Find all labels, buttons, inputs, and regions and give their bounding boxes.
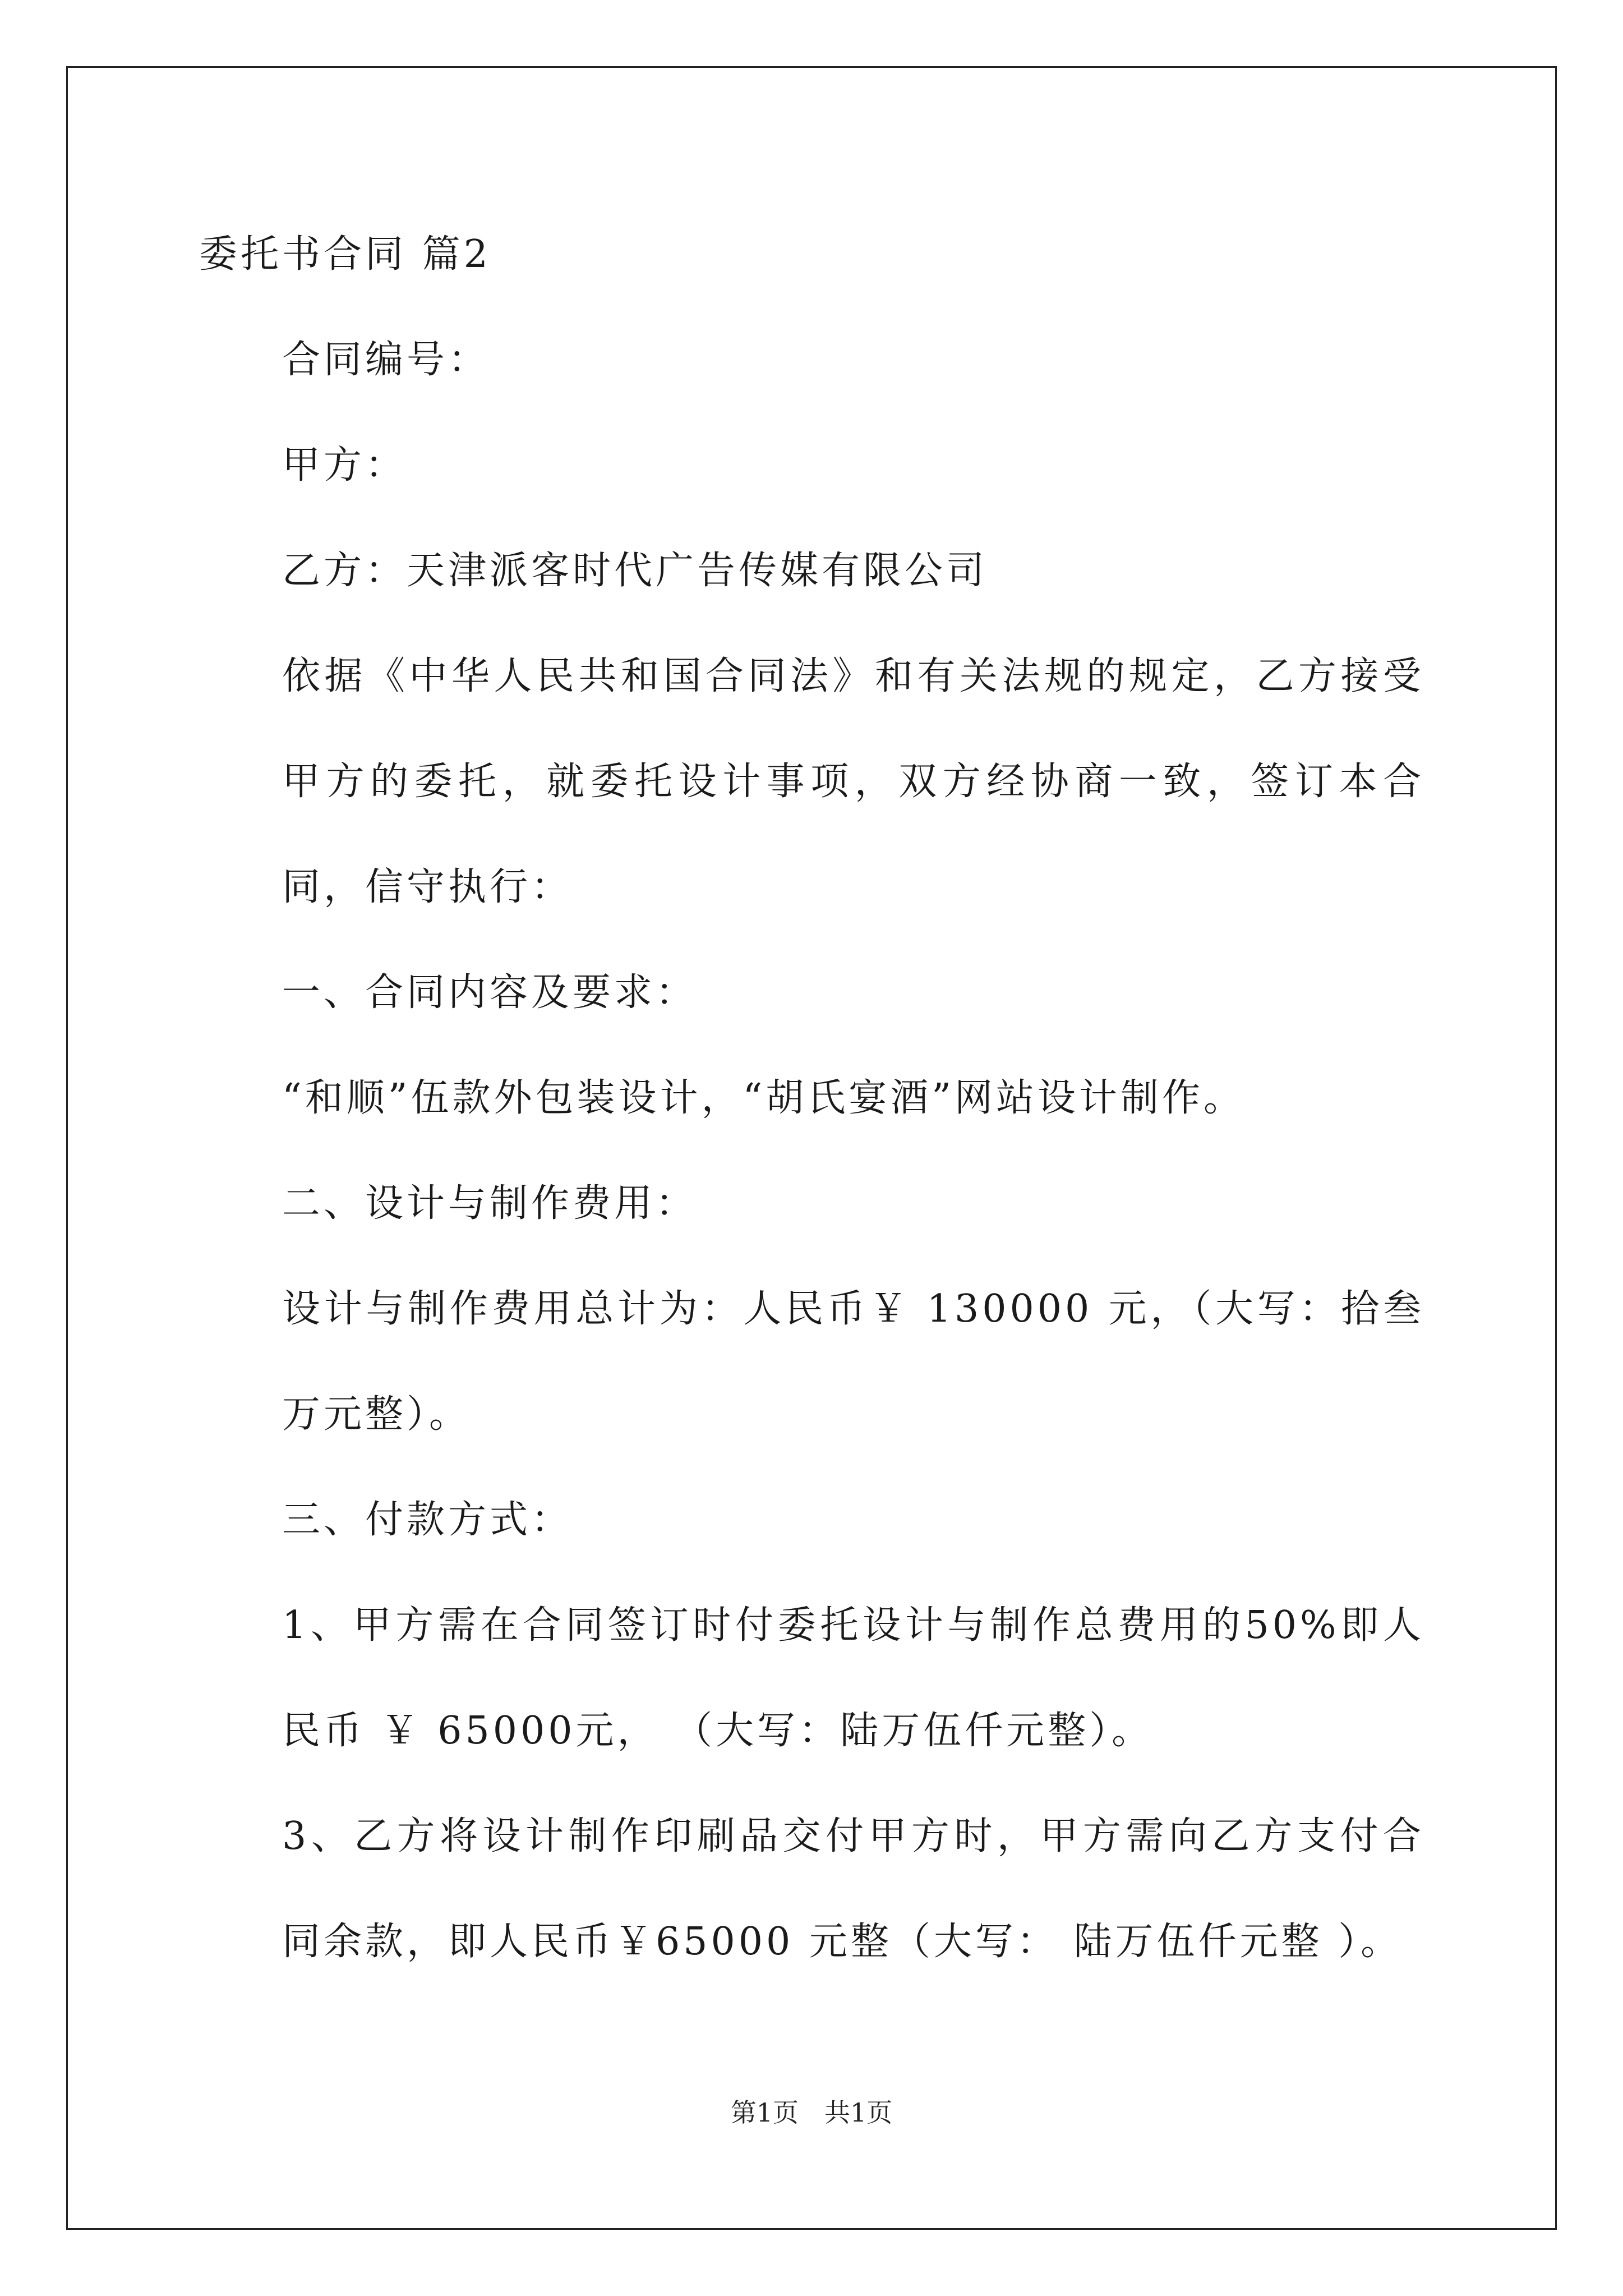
party-a-label: 甲方： bbox=[282, 443, 407, 487]
section-1-heading: 一、合同内容及要求： bbox=[282, 970, 698, 1015]
section-3-heading: 三、付款方式： bbox=[282, 1498, 573, 1542]
document-body bbox=[199, 202, 1424, 1995]
section-1-body: “和顺”伍款外包装设计，“胡氏宴酒”网站设计制作。 bbox=[282, 1076, 1246, 1120]
party-b-line: 乙方：天津派客时代广告传媒有限公司 bbox=[282, 549, 988, 593]
payment-item-1: 1、甲方需在合同签订时付委托设计与制作总费用的50%即人民币 ￥ 65000元， （大写：陆万伍仟元整）。 bbox=[282, 1603, 1424, 1753]
document-title: 委托书合同 篇2 bbox=[199, 232, 491, 277]
page-footer: 第1页 共1页 bbox=[730, 2097, 893, 2128]
payment-item-3: 3、乙方将设计制作印刷品交付甲方时，甲方需向乙方支付合同余款，即人民币￥65000 元整（大写： 陆万伍仟元整 ）。 bbox=[282, 1814, 1424, 1964]
intro-paragraph: 依据《中华人民共和国合同法》和有关法规的规定，乙方接受甲方的委托，就委托设计事项，双方经协商一致，签订本合同，信守执行： bbox=[282, 654, 1424, 909]
section-2-body: 设计与制作费用总计为：人民币￥ 130000 元，（大写：拾叁万元整）。 bbox=[282, 1287, 1424, 1437]
contract-number-label: 合同编号： bbox=[282, 338, 490, 382]
section-2-heading: 二、设计与制作费用： bbox=[282, 1181, 698, 1226]
